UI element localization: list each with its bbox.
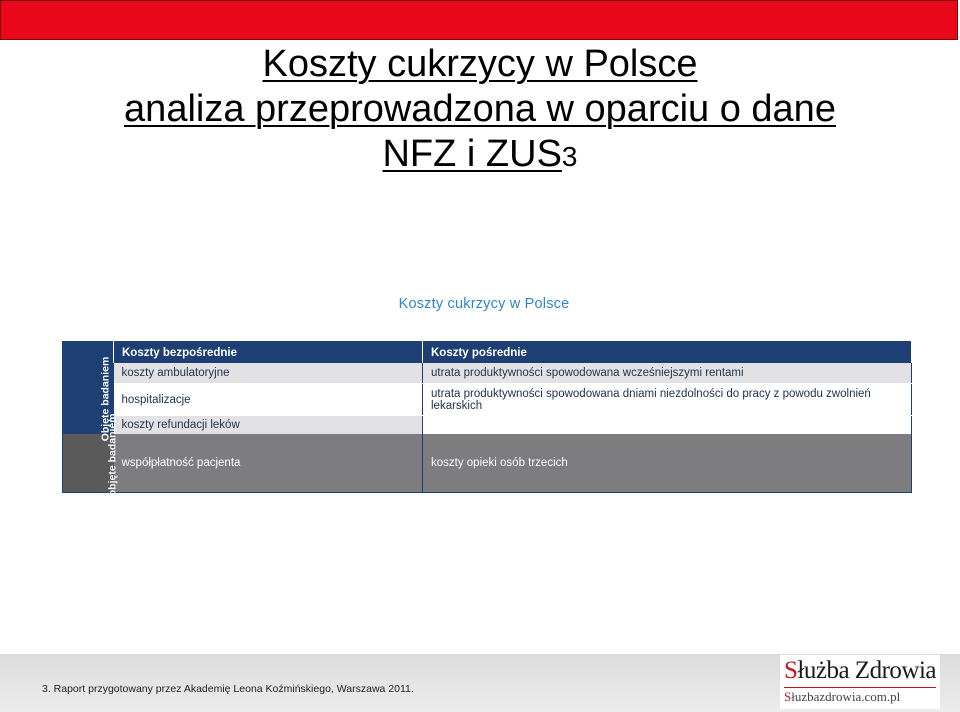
header-indirect-costs: Koszty pośrednie	[423, 342, 912, 364]
footnote-reference: 3	[561, 141, 578, 172]
empty-cell	[423, 416, 912, 435]
cost-table	[62, 341, 912, 513]
title-line-3: NFZ i ZUS	[382, 133, 562, 175]
sluzba-zdrowia-logo	[780, 655, 940, 709]
row-group-excluded-label: Nieobjęte badaniem	[106, 413, 119, 513]
header-direct-costs: Koszty bezpośrednie	[114, 342, 423, 364]
table-caption: Koszty cukrzycy w Polsce	[398, 296, 570, 312]
title-line-1: Koszty cukrzycy w Polsce	[262, 43, 698, 85]
indirect-cost-cell: utrata produktywności spowodowana dniami niezdolności do pracy z powodu zwolnień lekarskich	[423, 384, 912, 416]
indirect-cost-cell: utrata produktywności spowodowana wcześniejszymi rentami	[423, 363, 912, 384]
table-row	[63, 384, 912, 416]
row-group-covered-label: Objęte badaniem	[99, 356, 112, 441]
direct-cost-cell: koszty ambulatoryjne	[114, 363, 423, 384]
footnote-text: 3. Raport przygotowany przez Akademię Leona Koźmińskiego, Warszawa 2011.	[42, 683, 414, 695]
table-header-row	[63, 342, 912, 364]
title-line-2: analiza przeprowadzona w oparciu o dane	[124, 88, 836, 130]
logo-wordmark: Służba Zdrowia	[784, 657, 936, 684]
indirect-cost-cell: koszty opieki osób trzecich	[423, 434, 912, 493]
direct-cost-cell: współpłatność pacjenta	[114, 434, 423, 493]
direct-cost-cell: hospitalizacje	[114, 384, 423, 416]
row-group-excluded	[63, 413, 119, 513]
direct-cost-cell: koszty refundacji leków	[114, 416, 423, 435]
table-row	[63, 416, 912, 435]
table-row	[63, 363, 912, 384]
logo-url: Słuzbazdrowia.com.pl	[784, 687, 936, 705]
table-row	[63, 434, 912, 493]
top-accent-bar	[0, 0, 958, 40]
slide-title	[0, 42, 960, 179]
